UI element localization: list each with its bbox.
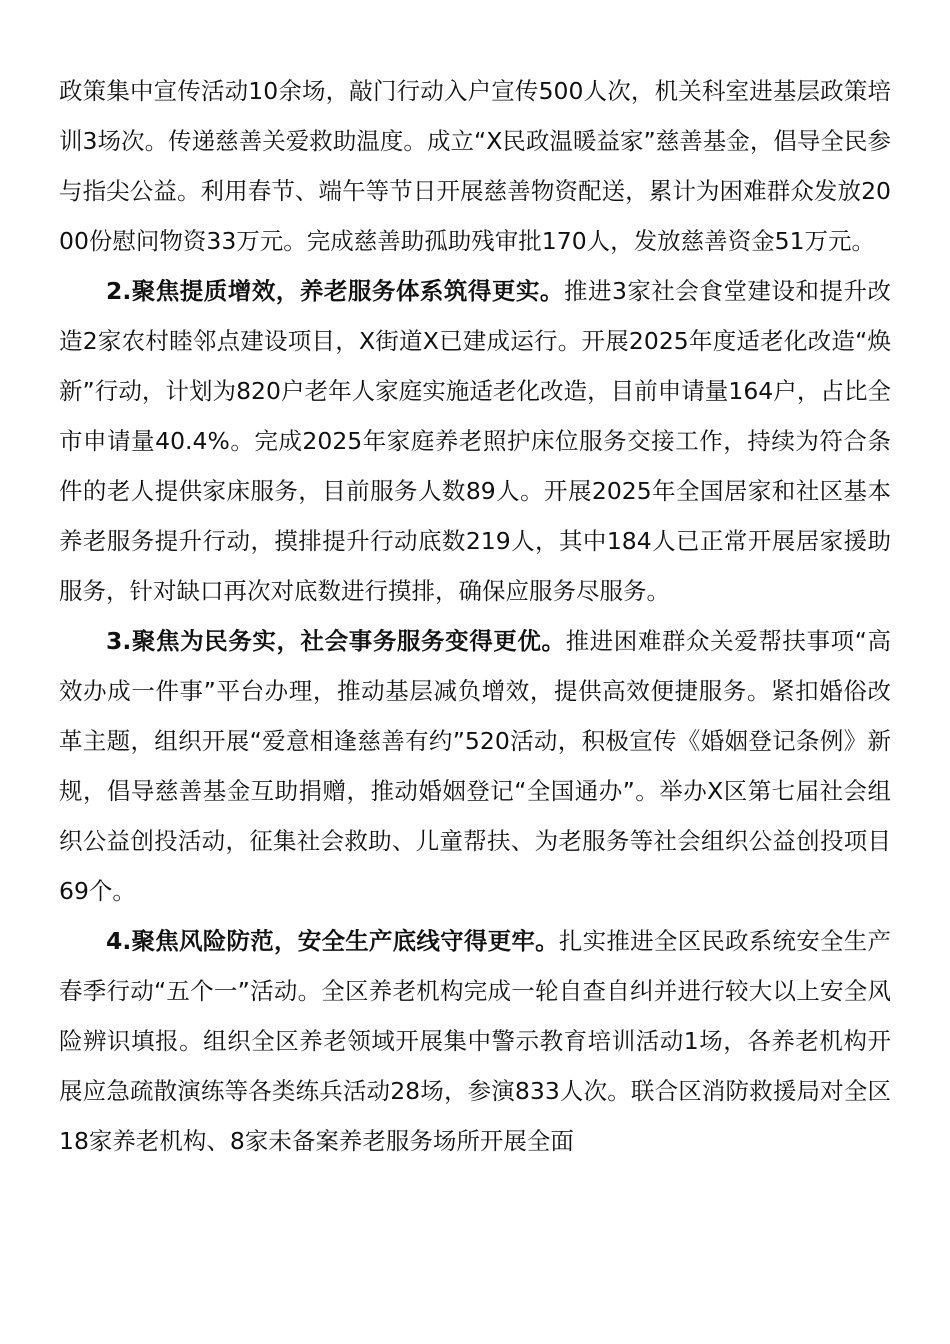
paragraph-4-heading: 4.聚焦风险防范，安全生产底线守得更牢。 [106,927,559,955]
paragraph-2-body: 推进3家社会食堂建设和提升改造2家农村睦邻点建设项目，X街道X已建成运行。开展2025年度适老化改造“焕新”行动，计划为820户老年人家庭实施适老化改造，目前申请量164户，占比全市申请量40.4%。完成2025年家庭养老照护床位服务交接工作，持续为符合条件的老人提供家床服务，目前服务人数89人。开展2025年全国居家和社区基本养老服务提升行动，摸排提升行动底数219人，其中184人已正常开展居家援助服务，针对缺口再次对底数进行摸排，确保应服务尽服务。 [59,277,891,605]
paragraph-3-heading: 3.聚焦为民务实，社会事务服务变得更优。 [106,627,566,655]
document-body [59,66,891,1166]
paragraph-3 [59,616,891,916]
paragraph-2 [59,266,891,616]
paragraph-3-body: 推进困难群众关爱帮扶事项“高效办成一件事”平台办理，推动基层减负增效，提供高效便捷服务。紧扣婚俗改革主题，组织开展“爱意相逢慈善有约”520活动，积极宣传《婚姻登记条例》新规，倡导慈善基金互助捐赠，推动婚姻登记“全国通办”。举办X区第七届社会组织公益创投活动，征集社会救助、儿童帮扶、为老服务等社会组织公益创投项目69个。 [59,627,891,905]
paragraph-4-body: 扎实推进全区民政系统安全生产春季行动“五个一”活动。全区养老机构完成一轮自查自纠并进行较大以上安全风险辨识填报。组织全区养老领域开展集中警示教育培训活动1场，各养老机构开展应急疏散演练等各类练兵活动28场，参演833人次。联合区消防救援局对全区18家养老机构、8家未备案养老服务场所开展全面 [59,927,892,1155]
paragraph-1-body: 政策集中宣传活动10余场，敲门行动入户宣传500人次，机关科室进基层政策培训3场次。传递慈善关爱救助温度。成立“X民政温暖益家”慈善基金，倡导全民参与指尖公益。利用春节、端午等节日开展慈善物资配送，累计为困难群众发放2000份慰问物资33万元。完成慈善助孤助残审批170人，发放慈善资金51万元。 [59,77,891,255]
paragraph-1 [59,66,891,266]
paragraph-4 [59,916,891,1166]
paragraph-2-heading: 2.聚焦提质增效，养老服务体系筑得更实。 [106,277,564,305]
